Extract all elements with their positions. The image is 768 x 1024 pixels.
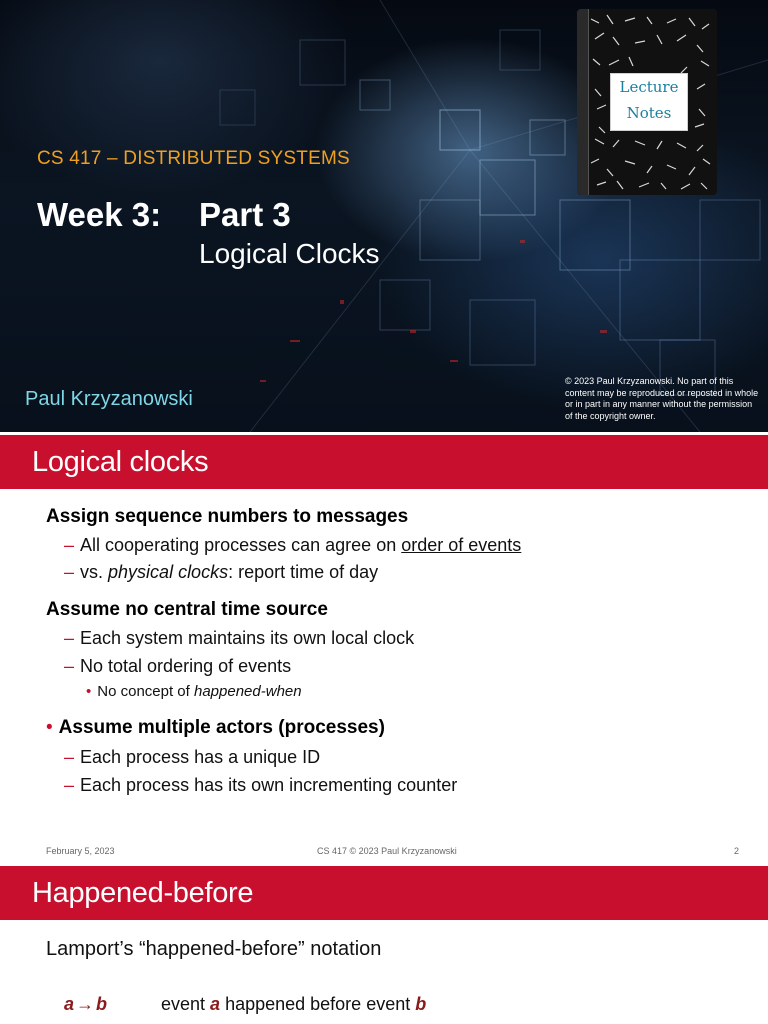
slide-title: Happened-before <box>32 877 254 909</box>
text: Assume multiple actors (processes) <box>58 717 385 738</box>
text: Each process has its own incrementing counter <box>80 775 458 795</box>
dash-marker: – <box>64 775 75 795</box>
slide-header-logical-clocks <box>0 435 768 489</box>
footer-page-number: 2 <box>734 846 740 856</box>
arrow-icon: → <box>76 994 95 1014</box>
week-label: Week 3: <box>37 196 162 233</box>
part-label: Part 3 <box>199 196 291 233</box>
notebook-label-line-1: Lecture <box>619 78 679 96</box>
dash-marker: – <box>64 656 75 676</box>
copyright-notice: © 2023 Paul Krzyzanowski. No part of this content may be reproduced or reposted in whole or in part in any manner without the permission of the copyright owner. <box>565 376 759 421</box>
text: No total ordering of events <box>80 656 292 676</box>
sub-bullet-unique-id <box>64 747 320 768</box>
sub-bullet-local-clock <box>64 628 414 649</box>
bullet-dot: • <box>46 717 53 738</box>
notebook-label-line-2: Notes <box>626 104 672 122</box>
event-a: a <box>210 994 221 1014</box>
text: happened before event <box>220 994 416 1014</box>
sub-bullet-physical-clocks <box>64 562 378 583</box>
bullet-dot: • <box>86 683 92 700</box>
slide-title: Logical clocks <box>32 446 209 478</box>
event-b: b <box>96 994 108 1014</box>
text: : report time of day <box>228 562 379 582</box>
text: No concept of <box>97 683 194 700</box>
dash-marker: – <box>64 628 75 648</box>
text: vs. <box>80 562 109 582</box>
bullet-multiple-actors <box>46 717 385 739</box>
footer-date: February 5, 2023 <box>46 846 115 856</box>
sub-bullet-agree-order <box>64 535 521 556</box>
sub-sub-bullet-happened-when <box>86 683 302 700</box>
dash-marker: – <box>64 535 75 555</box>
notebook-label <box>610 73 688 131</box>
emphasized-term: happened-when <box>194 683 302 700</box>
sub-bullet-no-total-ordering <box>64 656 291 677</box>
bullet-no-central-time: Assume no central time source <box>46 599 328 620</box>
underlined-term: order of events <box>401 535 522 555</box>
bullet-sequence-numbers: Assign sequence numbers to messages <box>46 506 409 527</box>
dash-marker: – <box>64 562 75 582</box>
footer-copyright: CS 417 © 2023 Paul Krzyzanowski <box>317 846 457 856</box>
sub-bullet-incrementing-counter <box>64 775 457 796</box>
course-title: CS 417 – DISTRIBUTED SYSTEMS <box>37 148 350 169</box>
notebook-spine <box>577 9 589 195</box>
happened-before-symbol <box>64 994 107 1015</box>
author-name: Paul Krzyzanowski <box>25 388 193 410</box>
slide-header-happened-before <box>0 866 768 920</box>
event-b: b <box>415 994 427 1014</box>
notation-intro: Lamport’s “happened-before” notation <box>46 938 382 960</box>
text: All cooperating processes can agree on <box>80 535 402 555</box>
text: event <box>161 994 211 1014</box>
happened-before-description <box>161 994 426 1015</box>
text: Each process has a unique ID <box>80 747 321 767</box>
lecture-subtitle: Logical Clocks <box>199 238 380 269</box>
dash-marker: – <box>64 747 75 767</box>
lecture-notes-notebook-image <box>577 9 717 195</box>
event-a: a <box>64 994 75 1014</box>
text: Each system maintains its own local clock <box>80 628 415 648</box>
emphasized-term: physical clocks <box>108 562 229 582</box>
title-slide <box>0 0 768 432</box>
